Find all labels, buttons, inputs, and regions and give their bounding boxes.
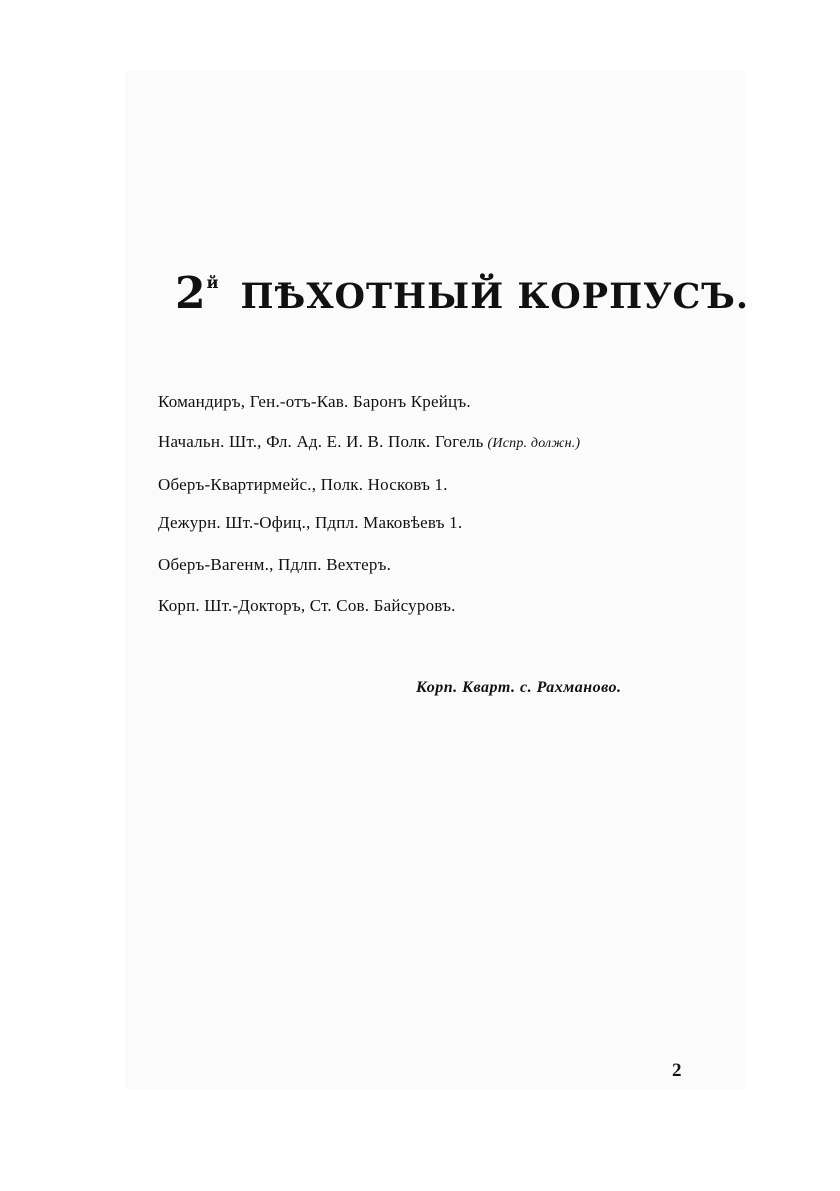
page-number: 2 [672, 1060, 682, 1081]
corps-quarters: Корп. Кварт. с. Рахманово. [416, 679, 622, 696]
staff-line-text: Корп. Шт.-Докторъ, Ст. Сов. Байсуровъ. [158, 596, 456, 615]
staff-line-note: (Испр. должн.) [487, 436, 581, 451]
title-text: ПѢХОТНЫЙ КОРПУСЪ. [240, 276, 750, 317]
staff-line-commander [158, 392, 471, 412]
staff-line-doctor [158, 596, 456, 616]
staff-line-text: Оберъ-Квартирмейс., Полк. Носковъ 1. [158, 475, 448, 494]
staff-line-wagonmaster [158, 555, 391, 575]
staff-line-text: Дежурн. Шт.-Офиц., Пдпл. Маковѣевъ 1. [158, 513, 463, 532]
page-background [125, 70, 745, 1090]
staff-line-chief-of-staff [158, 432, 580, 452]
page-title [175, 268, 749, 319]
staff-line-duty-officer [158, 513, 462, 533]
staff-line-quartermaster [158, 475, 448, 495]
staff-line-text: Оберъ-Вагенм., Пдлп. Вехтеръ. [158, 555, 392, 574]
staff-line-text: Командиръ, Ген.-отъ-Кав. Баронъ Крейцъ. [158, 392, 471, 411]
title-superscript: й [206, 273, 219, 292]
title-number: 2 [175, 268, 206, 319]
staff-line-text: Начальн. Шт., Фл. Ад. Е. И. В. Полк. Гогель [158, 432, 484, 451]
